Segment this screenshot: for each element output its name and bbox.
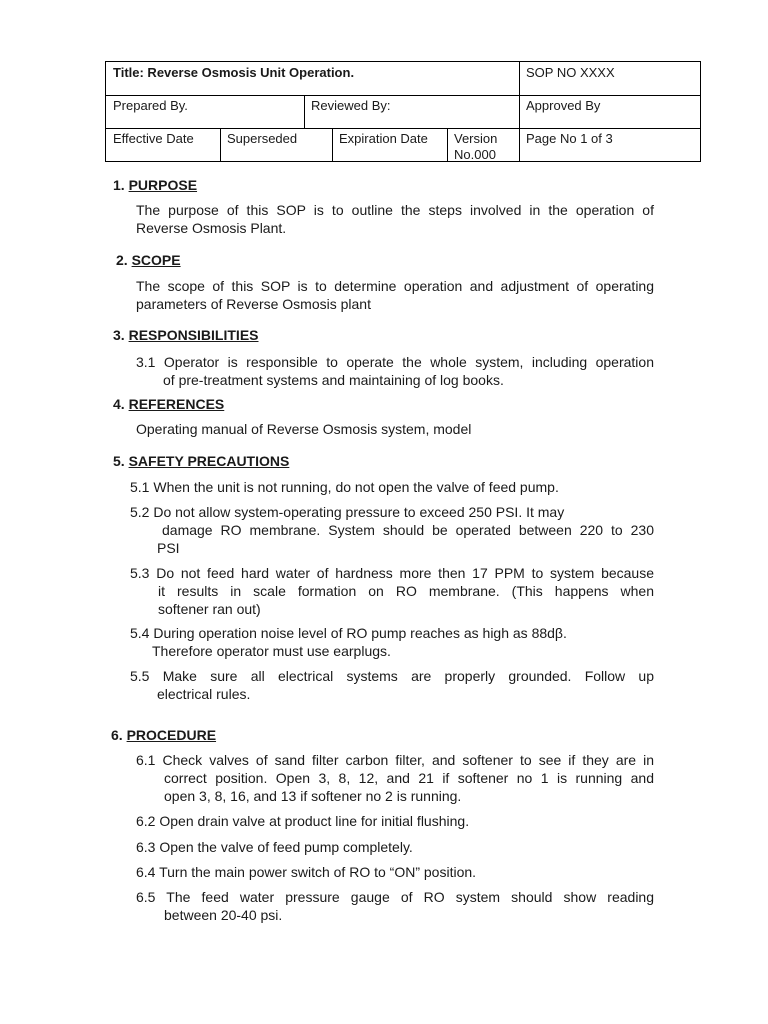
section-title: PURPOSE [128,177,198,193]
text-line: 3.1 Operator is responsible to operate the whole system, including operation [136,354,654,370]
version-label [447,128,519,163]
section-number: 1. [113,177,129,193]
text-line: 5.1 When the unit is not running, do not open the valve of feed pump. [130,479,559,495]
purpose-text [136,201,654,237]
section-heading-procedure [111,727,216,744]
text-line: softener ran out) [158,601,261,617]
text-line: Therefore operator must use earplugs. [152,643,391,659]
references-text [136,420,654,438]
section-number: 5. [113,453,129,469]
text-line: Reverse Osmosis Plant. [136,220,287,236]
text-line: of pre-treatment systems and maintaining of log books. [163,372,504,388]
section-heading-scope [116,252,181,269]
text-line: between 20-40 psi. [164,907,283,923]
scope-text [136,277,654,313]
safety-item-5-3 [130,564,654,618]
procedure-item-6-5 [136,888,654,924]
superseded-label: Superseded [227,131,298,146]
safety-item-5-5 [130,667,654,703]
section-heading-purpose [113,177,197,194]
text-line: it results in scale formation on RO membrane. (This happens when [158,583,654,599]
prepared-by-label: Prepared By. [113,98,188,113]
procedure-item-6-3 [136,838,654,856]
expiration-date-label: Expiration Date [339,131,428,146]
section-number: 4. [113,396,129,412]
approved-by-label: Approved By [526,98,601,113]
text-line: The scope of this SOP is to determine operation and adjustment of operating [136,278,654,294]
section-heading-references [113,396,224,413]
version-number: No.000 [454,147,496,162]
text-line: 6.3 Open the valve of feed pump completely. [136,839,413,855]
text-line: open 3, 8, 16, and 13 if softener no 2 is running. [164,788,462,804]
text-line: Operating manual of Reverse Osmosis system, model [136,421,472,437]
version-line: Version [454,131,498,146]
procedure-item-6-2 [136,812,654,830]
text-line: 6.2 Open drain valve at product line for initial flushing. [136,813,470,829]
page-number: Page No 1 of 3 [526,131,613,146]
text-line: PSI [157,540,180,556]
text-line: 6.5 The feed water pressure gauge of RO system should show reading [136,889,654,905]
responsibilities-text [136,353,654,389]
safety-item-5-1 [130,478,654,496]
section-number: 2. [116,252,132,268]
reviewed-by-label: Reviewed By: [311,98,391,113]
text-line: correct position. Open 3, 8, 12, and 21 if softener no 1 is running and [164,770,654,786]
section-title: SAFETY PRECAUTIONS [128,453,290,469]
section-heading-safety [113,453,289,470]
text-line: 5.3 Do not feed hard water of hardness more then 17 PPM to system because [130,565,654,581]
sop-header-table [105,61,701,162]
text-line: 6.4 Turn the main power switch of RO to “ON” position. [136,864,477,880]
text-line: damage RO membrane. System should be operated between 220 to 230 [162,522,654,538]
effective-date-label: Effective Date [113,131,194,146]
section-number: 3. [113,327,129,343]
safety-item-5-2 [130,503,654,557]
text-line: 5.2 Do not allow system-operating pressure to exceed 250 PSI. It may [130,504,565,520]
text-line: 6.1 Check valves of sand filter carbon filter, and softener to see if they are in [136,752,654,768]
procedure-item-6-1 [136,751,654,805]
text-line: The purpose of this SOP is to outline the steps involved in the operation of [136,202,654,218]
text-line: 5.4 During operation noise level of RO pump reaches as high as 88dβ. [130,625,567,641]
safety-item-5-4 [130,624,654,660]
section-heading-responsibilities [113,327,259,344]
section-title: REFERENCES [128,396,225,412]
text-line: electrical rules. [157,686,251,702]
text-line: 5.5 Make sure all electrical systems are properly grounded. Follow up [130,668,654,684]
section-title: SCOPE [131,252,181,268]
sop-number: SOP NO XXXX [526,65,615,80]
text-line: parameters of Reverse Osmosis plant [136,296,371,312]
procedure-item-6-4 [136,863,654,881]
section-title: RESPONSIBILITIES [128,327,259,343]
section-number: 6. [111,727,127,743]
sop-title: Title: Reverse Osmosis Unit Operation. [113,65,355,80]
section-title: PROCEDURE [126,727,217,743]
